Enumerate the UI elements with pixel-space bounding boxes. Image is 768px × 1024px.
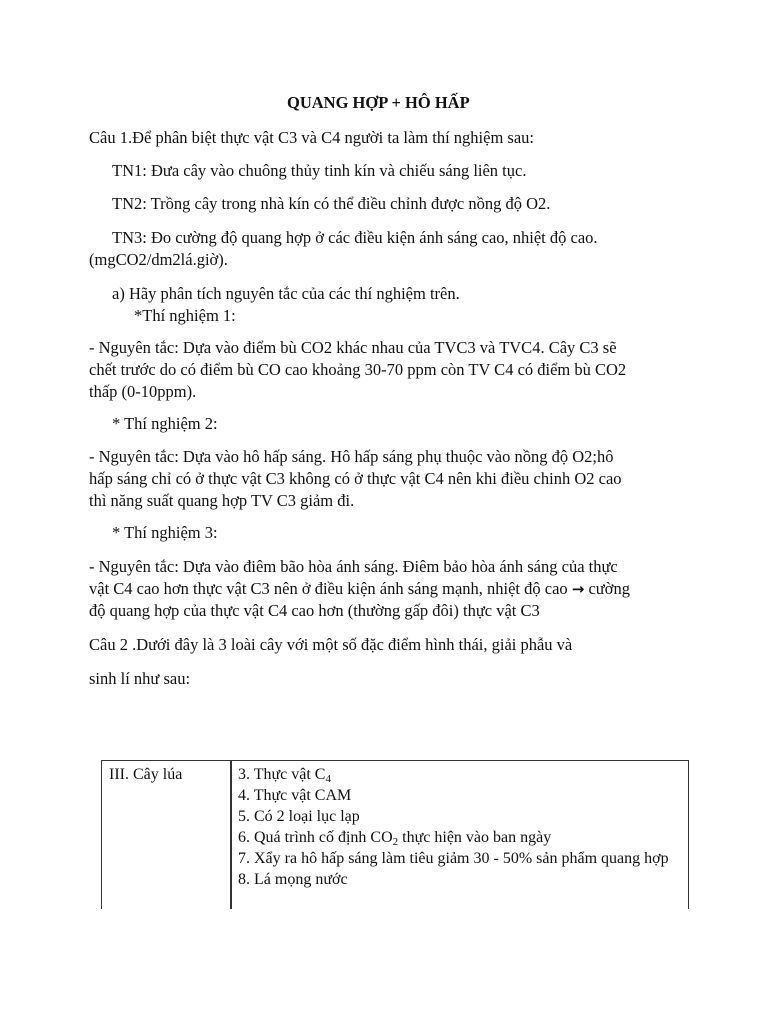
experiment-3-principle-line-1: - Nguyên tắc: Dựa vào điêm bão hòa ánh sáng. Điêm bảo hòa ánh sáng của thực <box>89 557 618 576</box>
plant-traits-table <box>101 760 689 909</box>
question-2-line-1: Câu 2 .Dưới đây là 3 loài cây với một số đặc điểm hình thái, giải phẫu và <box>89 635 573 654</box>
table-cell-plant-name: III. Cây lúa <box>109 766 183 783</box>
experiment-3-heading: * Thí nghiệm 3: <box>112 523 218 542</box>
experiment-3-principle-line-3: độ quang hợp của thực vật C4 cao hơn (thường gấp đôi) thực vật C3 <box>89 601 540 620</box>
experiment-1-principle-line-2: chết trước do có điểm bù CO cao khoảng 30-70 ppm còn TV C4 có điểm bù CO2 <box>89 360 627 379</box>
experiment-2-heading: * Thí nghiệm 2: <box>112 414 218 433</box>
trait-item-7: 7. Xẩy ra hô hấp sáng làm tiêu giảm 30 - 50% sản phẩm quang hợp <box>238 850 669 867</box>
trait-item-6-text: 6. Quá trình cố định CO <box>238 829 393 846</box>
experiment-3-principle-line-2-end: cường <box>584 579 630 598</box>
trait-item-6-subscript: 2 <box>392 836 399 848</box>
document-title: QUANG HỢP + HÔ HẤP <box>287 93 470 112</box>
experiment-3-principle-line-2 <box>89 578 630 600</box>
table-cell-traits <box>238 764 684 890</box>
trait-item-8: 8. Lá mọng nước <box>238 871 348 888</box>
experiment-1-principle-line-1: - Nguyên tắc: Dựa vào điểm bù CO2 khác nhau của TVC3 và TVC4. Cây C3 sẽ <box>89 338 617 357</box>
experiment-1-text: TN1: Đưa cây vào chuông thủy tinh kín và chiếu sáng liên tục. <box>112 161 527 180</box>
trait-item-4: 4. Thực vật CAM <box>238 787 352 804</box>
trait-item-6-text-end: thực hiện vào ban ngày <box>398 829 552 846</box>
trait-item-5: 5. Có 2 loại lục lạp <box>238 808 360 825</box>
experiment-2-principle-line-1: - Nguyên tắc: Dựa vào hô hấp sáng. Hô hấp sáng phụ thuộc vào nồng độ O2;hô <box>89 447 614 466</box>
experiment-2-principle-line-3: thì năng suất quang hợp TV C3 giảm đi. <box>89 491 355 510</box>
trait-item-3-text: 3. Thực vật C <box>238 766 326 783</box>
arrow-right-icon: → <box>571 580 585 598</box>
trait-item-6 <box>238 827 684 848</box>
experiment-2-principle-line-2: hấp sáng chỉ có ở thực vật C3 không có ở thực vật C4 nên khi điều chinh O2 cao <box>89 469 622 488</box>
trait-item-3 <box>238 764 684 785</box>
trait-item-3-subscript: 4 <box>325 773 331 785</box>
question-2-line-2: sinh lí như sau: <box>89 669 191 688</box>
experiment-2-text: TN2: Trồng cây trong nhà kín có thể điều chỉnh được nồng độ O2. <box>112 194 551 213</box>
experiment-3-text-line-1: TN3: Đo cường độ quang hợp ở các điều kiện ánh sáng cao, nhiệt độ cao. <box>112 228 598 247</box>
question-1-heading: Câu 1.Để phân biệt thực vật C3 và C4 người ta làm thí nghiệm sau: <box>89 128 534 147</box>
table-column-divider <box>230 761 232 909</box>
experiment-1-heading: *Thí nghiệm 1: <box>134 306 236 325</box>
experiment-3-text-line-2: (mgCO2/dm2lá.giờ). <box>89 250 228 269</box>
experiment-3-principle-line-2-text: vật C4 cao hơn thực vật C3 nên ở điều kiện ánh sáng mạnh, nhiệt độ cao <box>89 579 572 598</box>
question-a: a) Hãy phân tích nguyên tắc của các thí nghiệm trên. <box>112 284 460 303</box>
experiment-1-principle-line-3: thấp (0-10ppm). <box>89 382 197 401</box>
